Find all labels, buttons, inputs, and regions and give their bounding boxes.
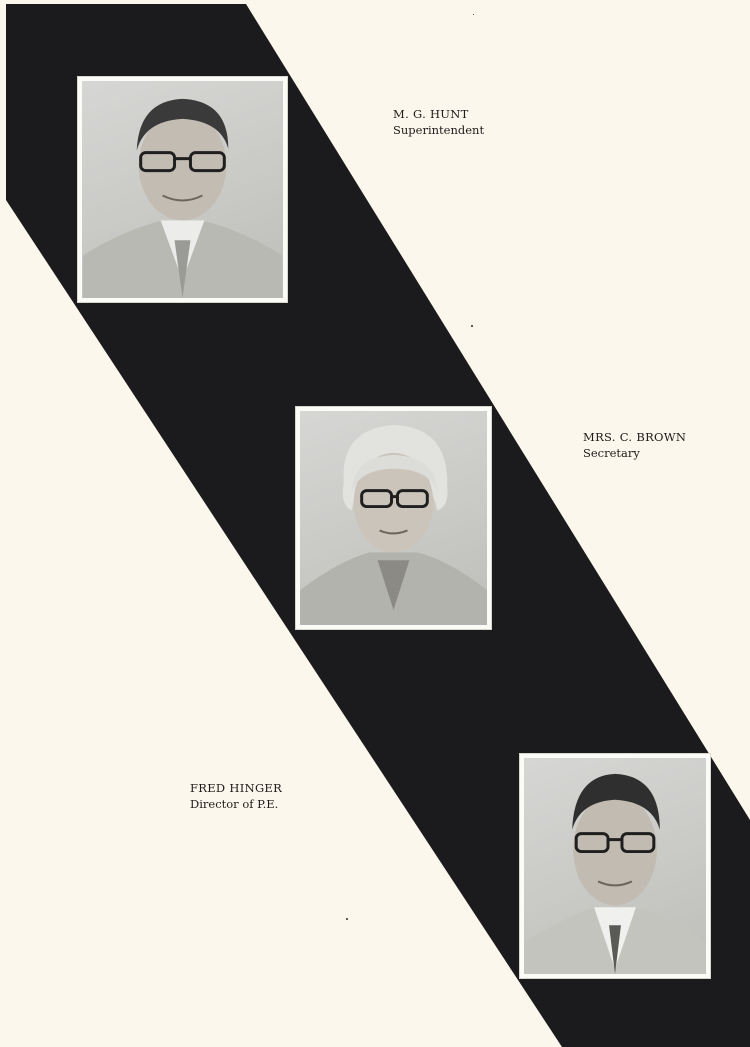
portrait-man-glasses-icon: [524, 758, 706, 974]
paper-speck: [473, 14, 474, 15]
paper-speck: [471, 325, 473, 327]
staff-title: Secretary: [583, 446, 640, 460]
staff-title: Superintendent: [393, 123, 485, 137]
staff-name: MRS. C. BROWN: [583, 430, 687, 444]
staff-caption-hunt: [393, 106, 484, 138]
staff-caption-hinger: [190, 780, 282, 812]
staff-title: Director of P.E.: [190, 797, 279, 811]
staff-name: M. G. HUNT: [393, 107, 469, 121]
portrait-man-glasses-icon: [82, 81, 283, 298]
staff-name: FRED HINGER: [190, 781, 283, 795]
paper-speck: [346, 918, 348, 920]
staff-photo-brown: [295, 406, 492, 630]
staff-photo-hinger: [519, 753, 711, 979]
staff-photo-hunt: [77, 76, 288, 303]
portrait-woman-glasses-icon: [300, 411, 487, 625]
staff-caption-brown: [583, 429, 686, 461]
